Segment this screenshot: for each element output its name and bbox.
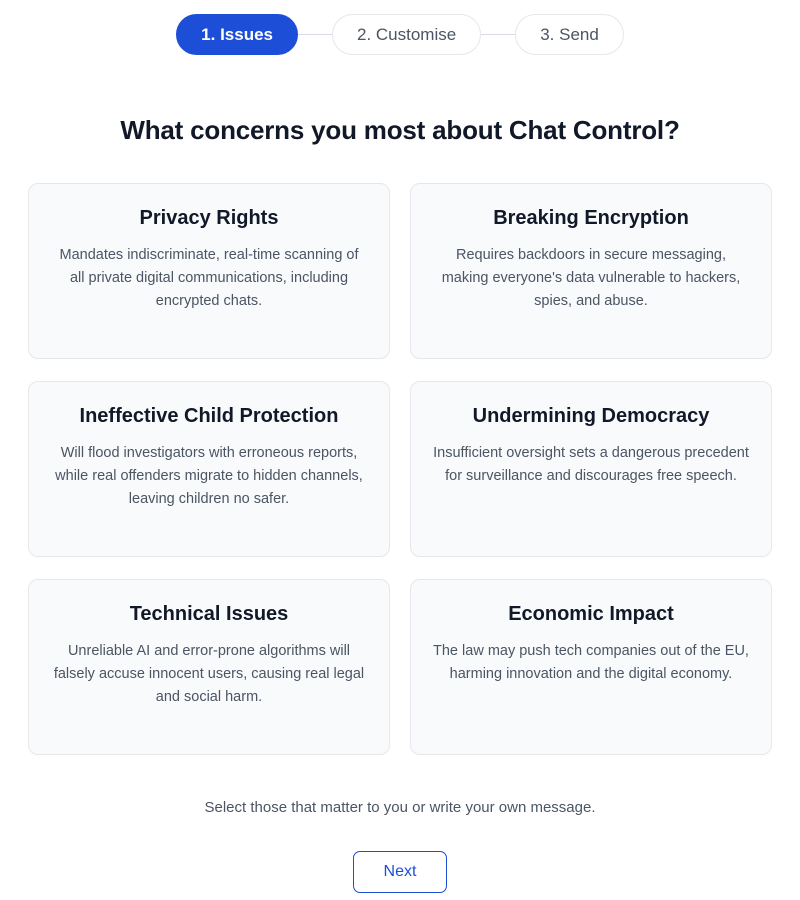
issue-card-description: Requires backdoors in secure messaging, making everyone's data vulnerable to hackers, spies, and abuse.	[441, 247, 741, 309]
issue-card-economic-impact[interactable]	[410, 579, 772, 755]
step-issues-label: 1. Issues	[201, 25, 273, 44]
step-customise-label: 2. Customise	[357, 25, 457, 44]
selection-hint: Select those that matter to you or write your own message.	[204, 799, 596, 816]
step-issues[interactable]	[176, 14, 298, 55]
issue-card-description: Mandates indiscriminate, real-time scanning of all private digital communications, including encrypted chats.	[59, 247, 359, 309]
step-send[interactable]	[515, 14, 624, 55]
page-title: What concerns you most about Chat Control?	[120, 115, 680, 145]
step-send-label: 3. Send	[540, 25, 599, 44]
issue-card-ineffective-child-protection[interactable]	[28, 381, 390, 557]
issue-card-title: Technical Issues	[129, 603, 289, 625]
issue-card-title: Breaking Encryption	[493, 207, 689, 229]
issue-card-title: Economic Impact	[508, 603, 674, 625]
action-bar	[0, 851, 800, 893]
issue-card-grid	[28, 183, 772, 755]
issue-card-description: Will flood investigators with erroneous reports, while real offenders migrate to hidden channels, leaving children no safer.	[55, 445, 363, 507]
next-button[interactable]: Next	[353, 851, 448, 893]
issue-card-title: Privacy Rights	[139, 207, 279, 229]
issue-card-privacy-rights[interactable]	[28, 183, 390, 359]
step-connector-2	[481, 34, 515, 35]
issue-card-description: Unreliable AI and error-prone algorithms will falsely accuse innocent users, causing real legal and social harm.	[53, 643, 365, 705]
step-connector-1	[298, 34, 332, 35]
issue-card-breaking-encryption[interactable]	[410, 183, 772, 359]
step-customise[interactable]	[332, 14, 481, 55]
issue-card-description: The law may push tech companies out of the EU, harming innovation and the digital economy.	[433, 643, 749, 682]
issue-card-description: Insufficient oversight sets a dangerous precedent for surveillance and discourages free speech.	[433, 445, 749, 484]
wizard-stepper	[0, 0, 800, 55]
issue-card-title: Ineffective Child Protection	[79, 405, 339, 427]
issue-card-title: Undermining Democracy	[472, 405, 710, 427]
issue-card-technical-issues[interactable]	[28, 579, 390, 755]
issue-card-undermining-democracy[interactable]	[410, 381, 772, 557]
